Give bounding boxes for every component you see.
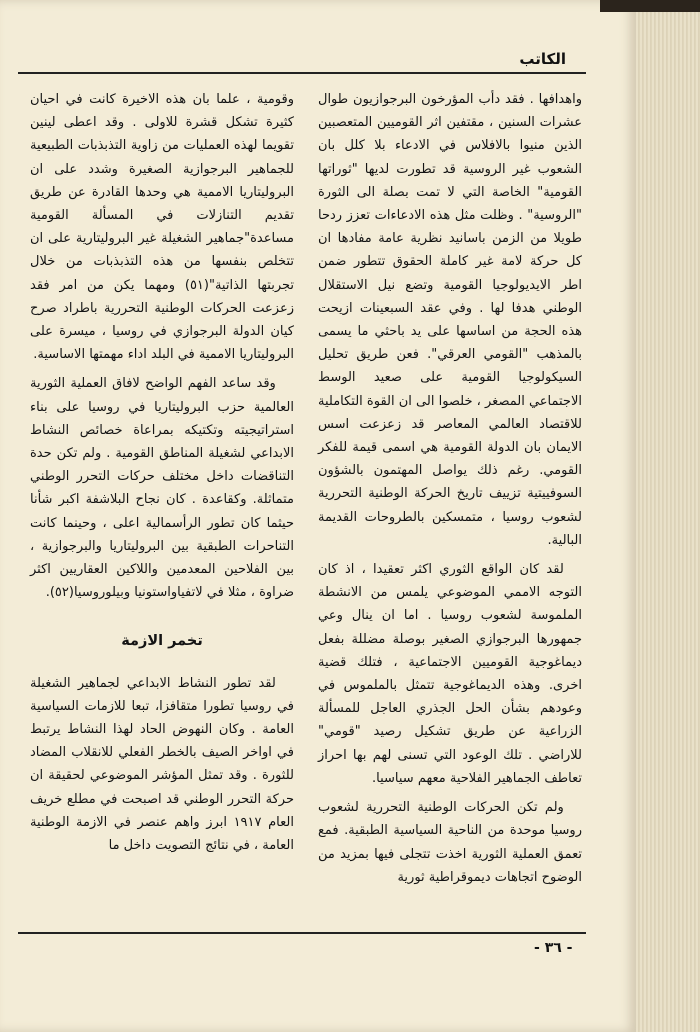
left-paragraph-1: وقومية ، علما بان هذه الاخيرة كانت في احيان كثيرة تشكل قشرة للاولى . وقد اعطى لينين تقويما لهذه العمليات من زاوية التذبذبات الطبيعية للجماهير البرجوازية الصغيرة وشدد على ان البروليتاريا الاممية هي وحدها القادرة عن طريق تقديم التنازلات في المسألة القومية مساعدة"جماهير الشغيلة غير البروليتارية على ان تتخلص بنفسها من هذه التذبذبات من خلال تجربتها الذاتية"(٥١) ومهما يكن من امر فقد زعزعت الحركات الوطنية التحررية باطراد صرح كيان الدولة البرجوازي في روسيا ، ميسرة على البروليتاريا الاممية في البلد اداء مهمتها الاساسية. bbox=[30, 92, 294, 363]
left-column bbox=[30, 88, 294, 863]
right-paragraph-2: لقد كان الواقع الثوري اكثر تعقيدا ، اذ كان التوجه الاممي الموضوعي يلمس من الانشطة الملموسة لشعوب روسيا . اما ان ينال وعي جمهورها البرجوازي الصغير بوصلة مضللة بفعل ديماغوجية القوميين الاجتماعية ، فتلك قضية اخرى. وهذه الديماغوجية تتمثل بالملموس في وعودهم بشأن الحل الجذري العاجل للمسألة الزراعية عن طريق تشكيل رصيد "قومي" للاراضي . تلك الوعود التي تسنى لهم بها احراز تعاطف الجماهير الفلاحية معهم سياسيا. bbox=[318, 562, 582, 786]
left-paragraph-2: وقد ساعد الفهم الواضح لافاق العملية الثورية العالمية حزب البروليتاريا في روسيا على بناء استراتيجيته وتكتيكه بمراعاة خصائص النشاط الابداعي لشغيلة المناطق القومية . ولم تكن حدة التناقضات داخل مختلف حركات التحرر الوطني متماثلة. وكقاعدة . كان نجاح البلاشفة اكبر شأنا حيثما كان تطور الرأسمالية اعلى ، وحينما كانت التناحرات الطبقية بين البروليتاريا والبرجوازية ، بين الفلاحين المعدمين واللاكين العقاريين اكثر ضراوة ، مثلا في لاتفياواستونيا وبيلوروسيا(٥٢). bbox=[30, 376, 294, 601]
running-header-title: الكاتب bbox=[519, 50, 566, 68]
right-paragraph-1: واهدافها . فقد دأب المؤرخون البرجوازيون طوال عشرات السنين ، مقتفين اثر القوميين المتعصبين الذين منيوا بالافلاس في الادعاء بلا كلل بان الشعوب غير الروسية قد تطورت لديها "ثوراتها القومية" الخاصة التي لا تمت بصلة الى الثورة "الروسية" . وظلت مثل هذه الادعاءات تعزز ردحا طويلا من الزمن باسانيد نظرية عامة مفادها ان كل حركة لامة غير كاملة الحقوق تتطور ضمن اطر الايديولوجيا القومية وتضع نيل الاستقلال الوطني هدفا لها . وفي عقد السبعينات ازيحت هذه الحجة من اساسها على يد باحثي ما يسمى بالمذهب "القومي العرقي". فعن طريق تحليل السيكولوجيا القومية على صعيد الوسط الاجتماعي المصغر ، خلصوا الى ان القوة التكاملية للاقتصاد العالمي المعاصر قد زعزعت اسس الايمان بان الدولة القومية هي اسمى قيمة للفكر القومي. رغم ذلك يواصل المهتمون بالشؤون السوفييتية تزييف تاريخ الحركة الوطنية التحررية لشعوب روسيا ، متمسكين بالطروحات القديمة البالية. bbox=[318, 92, 582, 548]
section-heading: تخمر الازمة bbox=[121, 633, 203, 650]
left-section-paragraph-1: لقد تطور النشاط الابداعي لجماهير الشغيلة في روسيا تطورا متقافزا، تبعا للازمات السياسية العامة . وكان النهوض الحاد لهذا النشاط يرتبط في اواخر الصيف بالخطر الفعلي للانقلاب المضاد للثورة . وقد تمثل المؤشر الموضوعي لحقيقة ان حركة التحرر الوطني قد اصبحت في مطلع خريف العام ١٩١٧ ابرز واهم عنصر في الازمة الوطنية العامة ، في نتائج التصويت داخل ما bbox=[30, 675, 294, 854]
right-paragraph-3: ولم تكن الحركات الوطنية التحررية لشعوب روسيا موحدة من الناحية السياسية الطبقية. فمع تعمق العملية الثورية اخذت تتجلى فيها بمزيد من الوضوح اتجاهات ديموقراطية ثورية bbox=[318, 800, 582, 885]
page-stack-edge bbox=[636, 0, 700, 1032]
footer-rule bbox=[18, 932, 586, 934]
page-number: - ٣٦ - bbox=[534, 940, 573, 956]
book-cover-corner bbox=[600, 0, 700, 12]
header-rule bbox=[18, 72, 586, 74]
right-column bbox=[318, 88, 582, 895]
